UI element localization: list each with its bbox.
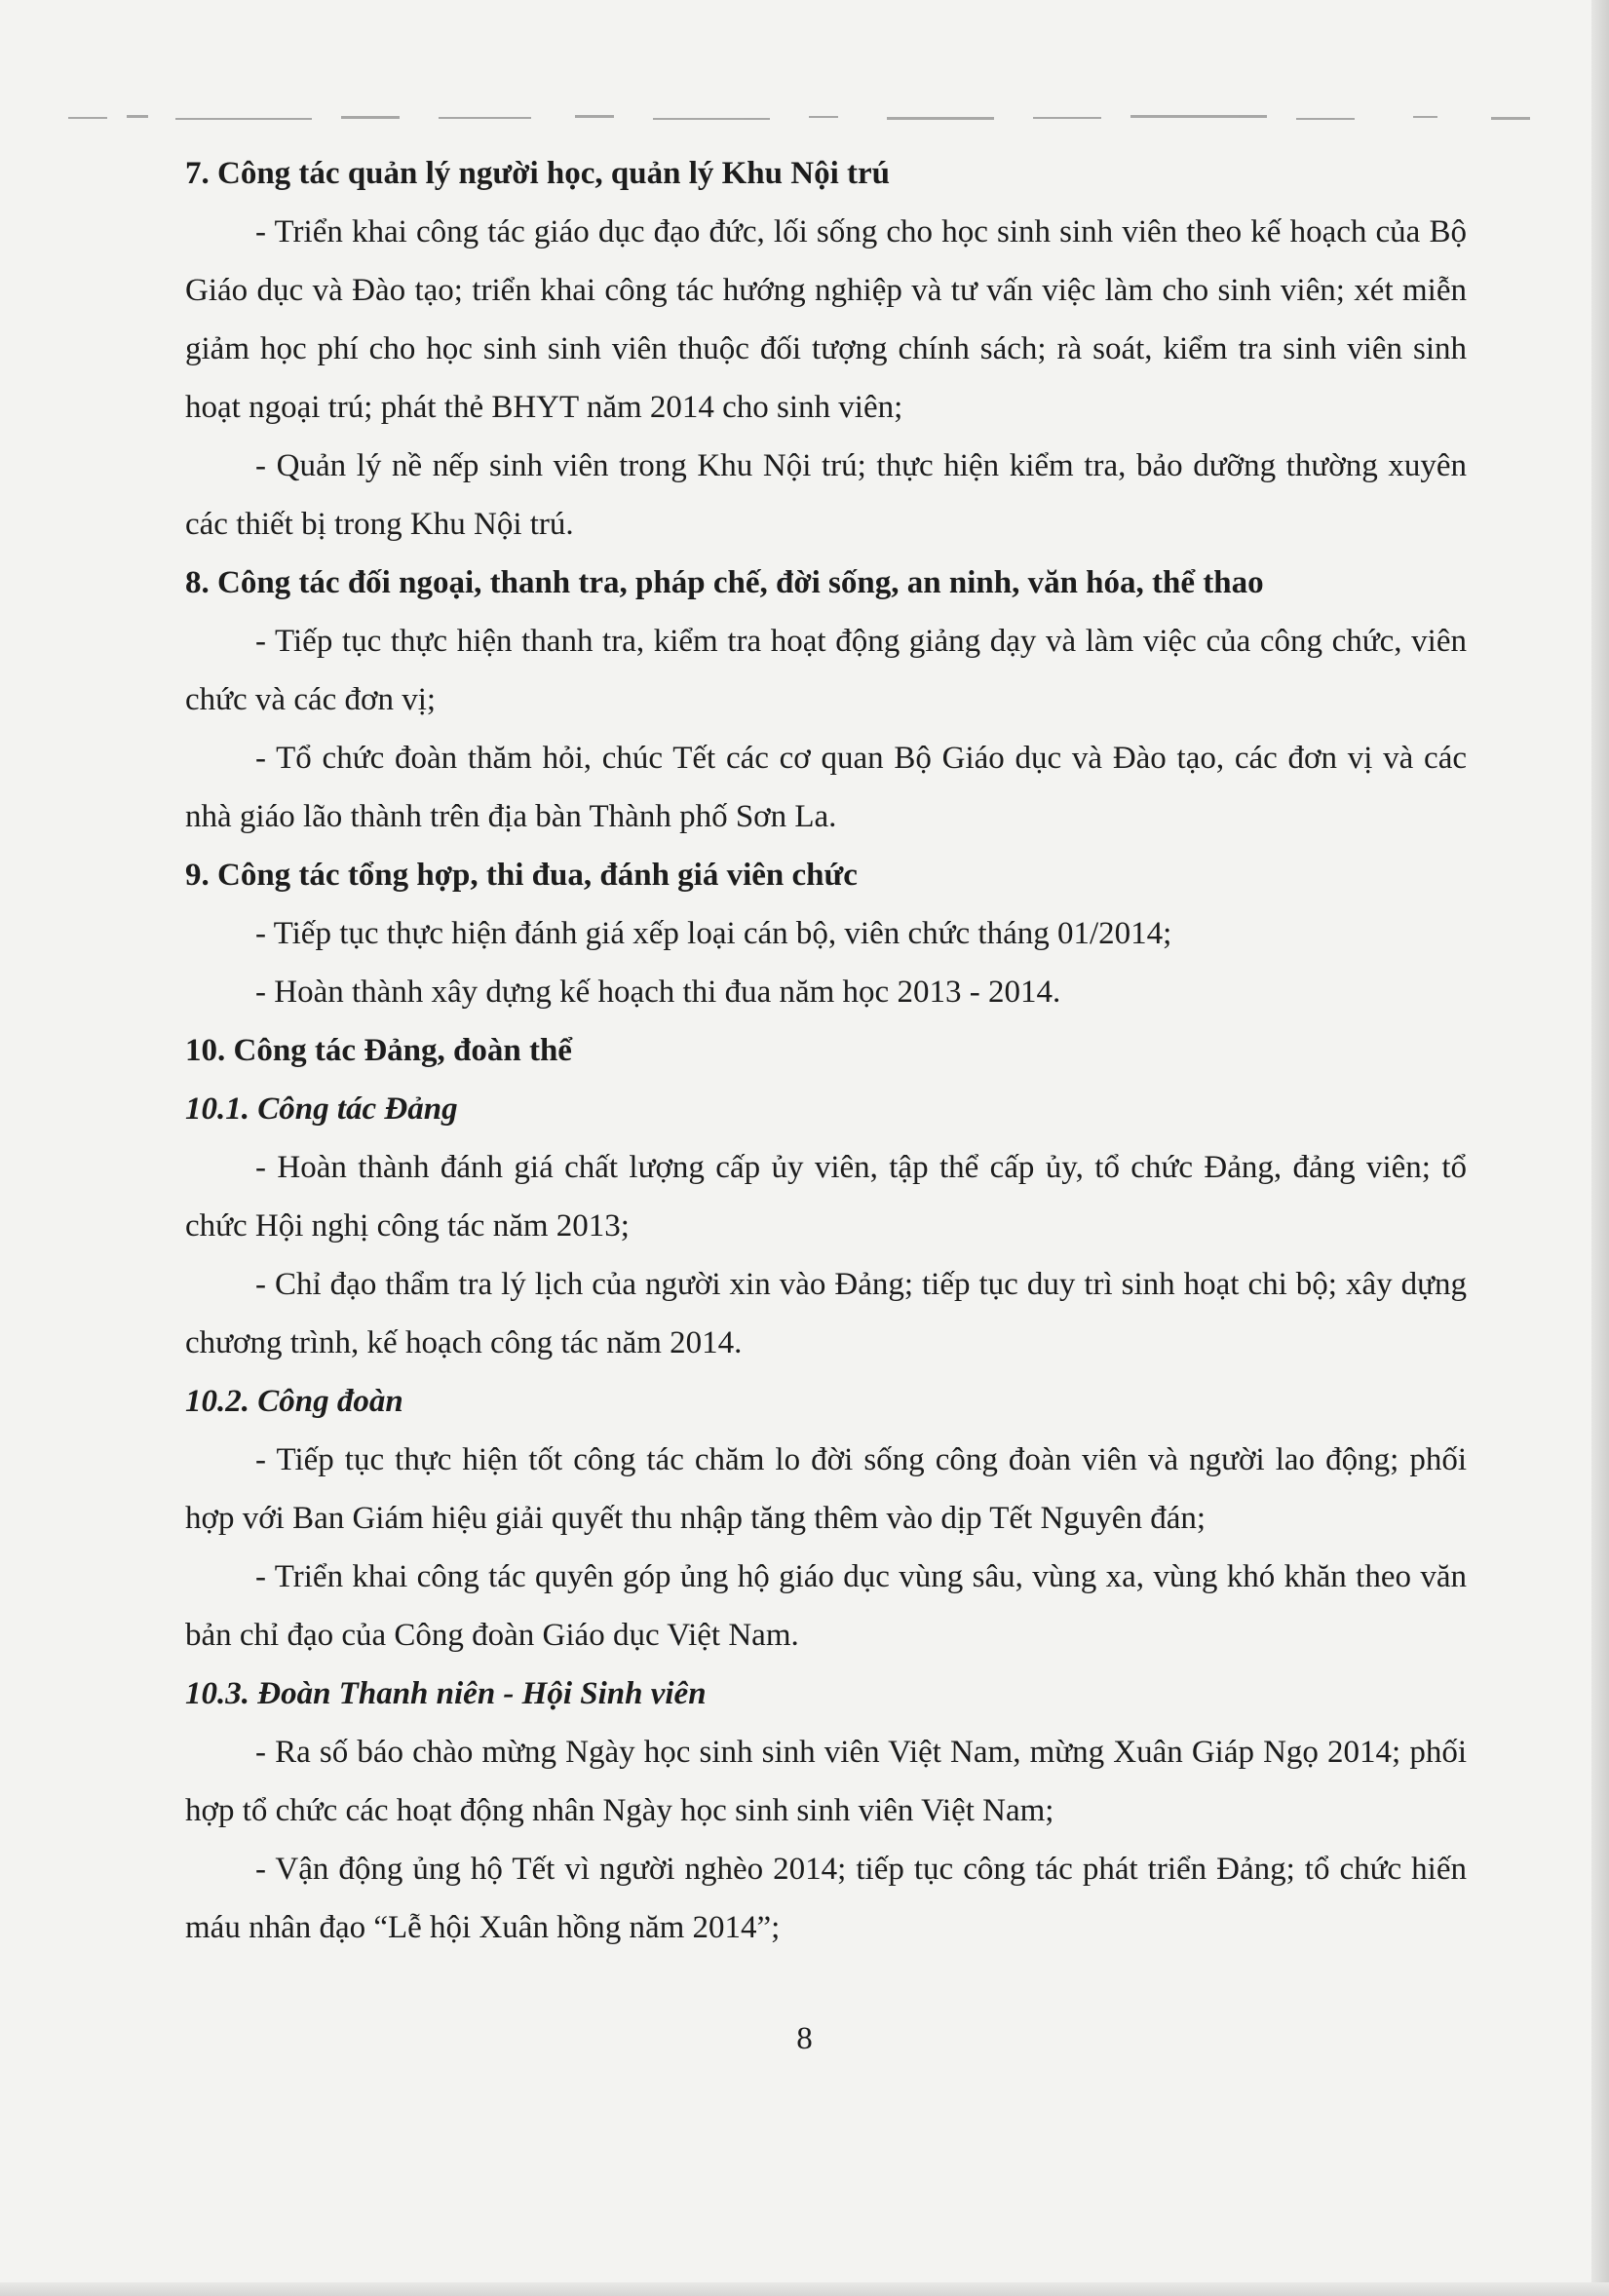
scan-edge-right xyxy=(1591,0,1609,2296)
section-10-1-paragraph: - Hoàn thành đánh giá chất lượng cấp ủy viên, tập thể cấp ủy, tổ chức Đảng, đảng viên; tổ chức Hội nghị công tác năm 2013; xyxy=(185,1150,1467,1244)
section-10-heading: 10. Công tác Đảng, đoàn thể xyxy=(185,1033,572,1068)
section-10-2-paragraph: - Triển khai công tác quyên góp ủng hộ giáo dục vùng sâu, vùng xa, vùng khó khăn theo văn bản chỉ đạo của Công đoàn Giáo dục Việt Nam. xyxy=(185,1559,1467,1653)
section-8-heading: 8. Công tác đối ngoại, thanh tra, pháp chế, đời sống, an ninh, văn hóa, thể thao xyxy=(185,565,1264,600)
section-7-paragraph: - Triển khai công tác giáo dục đạo đức, lối sống cho học sinh sinh viên theo kế hoạch của Bộ Giáo dục và Đào tạo; triển khai công tác hướng nghiệp và tư vấn việc làm cho sinh viên; xét miễn giảm học phí cho học sinh sinh viên thuộc đối tượng chính sách; rà soát, kiểm tra sinh viên sinh hoạt ngoại trú; phát thẻ BHYT năm 2014 cho sinh viên; xyxy=(185,214,1467,425)
section-8-paragraph: - Tổ chức đoàn thăm hỏi, chúc Tết các cơ quan Bộ Giáo dục và Đào tạo, các đơn vị và các nhà giáo lão thành trên địa bàn Thành phố Sơn La. xyxy=(185,741,1467,834)
section-9-paragraph: - Hoàn thành xây dựng kế hoạch thi đua năm học 2013 - 2014. xyxy=(255,975,1061,1010)
document-body xyxy=(185,144,1467,1957)
section-10-1-paragraph: - Chỉ đạo thẩm tra lý lịch của người xin vào Đảng; tiếp tục duy trì sinh hoạt chi bộ; xây dựng chương trình, kế hoạch công tác năm 2014. xyxy=(185,1267,1467,1360)
page-number: 8 xyxy=(796,2021,813,2056)
scan-artifact-band xyxy=(68,105,1550,131)
section-9-paragraph: - Tiếp tục thực hiện đánh giá xếp loại cán bộ, viên chức tháng 01/2014; xyxy=(255,916,1172,951)
section-9-heading: 9. Công tác tổng hợp, thi đua, đánh giá viên chức xyxy=(185,858,858,893)
section-8-paragraph: - Tiếp tục thực hiện thanh tra, kiểm tra hoạt động giảng dạy và làm việc của công chức, viên chức và các đơn vị; xyxy=(185,624,1467,717)
section-10-1-heading: 10.1. Công tác Đảng xyxy=(185,1091,458,1127)
section-7-paragraph: - Quản lý nề nếp sinh viên trong Khu Nội trú; thực hiện kiểm tra, bảo dưỡng thường xuyên các thiết bị trong Khu Nội trú. xyxy=(185,448,1467,542)
section-10-3-heading: 10.3. Đoàn Thanh niên - Hội Sinh viên xyxy=(185,1676,707,1711)
section-10-2-heading: 10.2. Công đoàn xyxy=(185,1384,403,1419)
section-10-3-paragraph: - Ra số báo chào mừng Ngày học sinh sinh viên Việt Nam, mừng Xuân Giáp Ngọ 2014; phối hợp tổ chức các hoạt động nhân Ngày học sinh sinh viên Việt Nam; xyxy=(185,1735,1467,1828)
section-10-2-paragraph: - Tiếp tục thực hiện tốt công tác chăm lo đời sống công đoàn viên và người lao động; phối hợp với Ban Giám hiệu giải quyết thu nhập tăng thêm vào dịp Tết Nguyên đán; xyxy=(185,1442,1467,1536)
section-7-heading: 7. Công tác quản lý người học, quản lý Khu Nội trú xyxy=(185,156,890,191)
section-10-3-paragraph: - Vận động ủng hộ Tết vì người nghèo 2014; tiếp tục công tác phát triển Đảng; tổ chức hiến máu nhân đạo “Lễ hội Xuân hồng năm 2014”; xyxy=(185,1852,1467,1945)
scan-edge-bottom xyxy=(0,2282,1609,2296)
